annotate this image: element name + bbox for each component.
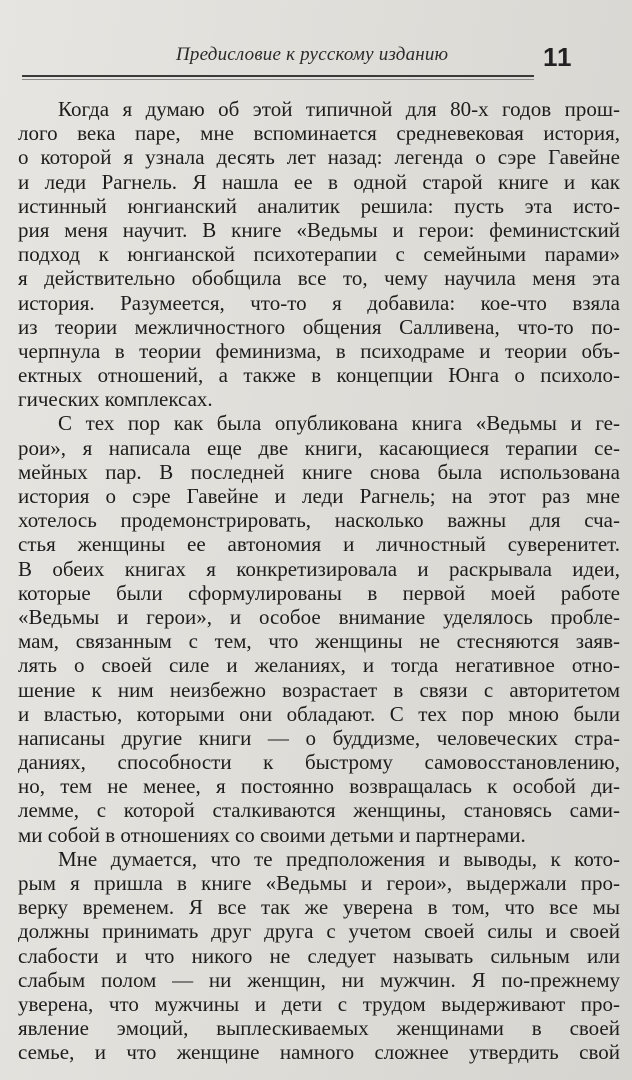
- text-line: семье, и что женщине намного сложнее утвердить свой: [18, 1040, 620, 1065]
- text-line: подход к юнгианской психотерапии с семейными парами»: [18, 242, 620, 267]
- text-line: гических комплексах.: [18, 387, 213, 412]
- text-line: ми собой в отношениях со своими детьми и партнерами.: [18, 822, 526, 847]
- text-line: я действительно обобщила все то, чему научила меня эта: [18, 266, 620, 291]
- page-number: 11: [543, 42, 573, 72]
- text-line: лять о своей силе и желаниях, и тогда негативное отно-: [18, 653, 620, 678]
- text-line: из теории межличностного общения Салливена, что-то по-: [18, 314, 620, 339]
- text-line: слабости и что никого не следует называть сильным или: [18, 943, 620, 968]
- text-line: мейных пар. В последней книге снова была использована: [18, 459, 620, 484]
- text-line: даниях, способности к быстрому самовосстановлению,: [18, 750, 620, 775]
- text-line: шение к ним неизбежно возрастает в связи с авторитетом: [18, 677, 620, 702]
- text-line: стья женщины ее автономия и личностный суверенитет.: [18, 532, 620, 557]
- text-line: рои», я написала еще две книги, касающиеся терапии се-: [18, 435, 620, 460]
- text-line: В обеих книгах я конкретизировала и раскрывала идеи,: [18, 556, 620, 581]
- text-line: история. Разумеется, что-то я добавила: кое-что взяла: [18, 290, 620, 315]
- text-line: и властью, которыми они обладают. С тех пор мною были: [18, 701, 620, 726]
- text-line: написаны другие книги — о буддизме, человеческих стра-: [18, 725, 620, 750]
- text-line: Когда я думаю об этой типичной для 80-х годов прош-: [58, 97, 620, 121]
- text-line: о которой я узнала десять лет назад: легенда о сэре Гавейне: [18, 145, 620, 170]
- text-line: хотелось продемонстрировать, насколько важны для сча-: [18, 508, 620, 533]
- text-line: верку временем. Я все так же уверена в том, что все мы: [18, 895, 620, 920]
- text-line: должны принимать друг друга с учетом своей силы и своей: [18, 919, 620, 944]
- text-line: и леди Рагнель. Я нашла ее в одной старой книге и как: [18, 169, 620, 194]
- header-rule-thin: [22, 79, 534, 80]
- text-line: С тех пор как была опубликована книга «Ведьмы и ге-: [58, 411, 620, 436]
- text-line: но, тем не менее, я постоянно возвращалась к особой ди-: [18, 774, 620, 799]
- body-text: [18, 97, 620, 1065]
- text-line: лого века паре, мне вспоминается средневековая история,: [18, 121, 620, 146]
- text-line: Мне думается, что те предположения и выводы, к кото-: [58, 846, 620, 871]
- running-title: Предисловие к русскому изданию: [176, 44, 449, 65]
- text-line: рым я пришла в книге «Ведьмы и герои», выдержали про-: [18, 871, 620, 895]
- text-line: слабым полом — ни женщин, ни мужчин. Я по-прежнему: [18, 967, 620, 992]
- text-line: черпнула в теории феминизма, в психодраме и теории объ-: [18, 338, 620, 363]
- text-line: уверена, что мужчины и дети с трудом выдерживают про-: [18, 991, 620, 1016]
- text-line: явление эмоций, выплескиваемых женщинами в своей: [18, 1016, 620, 1041]
- text-line: мам, связанным с тем, что женщины не стесняются заяв-: [18, 629, 620, 654]
- header-rule: [22, 75, 534, 77]
- text-line: лемме, с которой сталкиваются женщины, становясь сами-: [18, 798, 620, 823]
- text-line: ектных отношений, а также в концепции Юнга о психоло-: [18, 363, 620, 388]
- text-line: история о сэре Гавейне и леди Рагнель; на этот раз мне: [18, 484, 620, 508]
- text-line: «Ведьмы и герои», и особое внимание уделялось пробле-: [18, 604, 620, 629]
- text-line: истинный юнгианский аналитик решила: пусть эта исто-: [18, 193, 620, 218]
- text-line: рия меня научит. В книге «Ведьмы и герои: феминистский: [18, 217, 620, 242]
- text-line: которые были сформулированы в первой моей работе: [18, 580, 620, 605]
